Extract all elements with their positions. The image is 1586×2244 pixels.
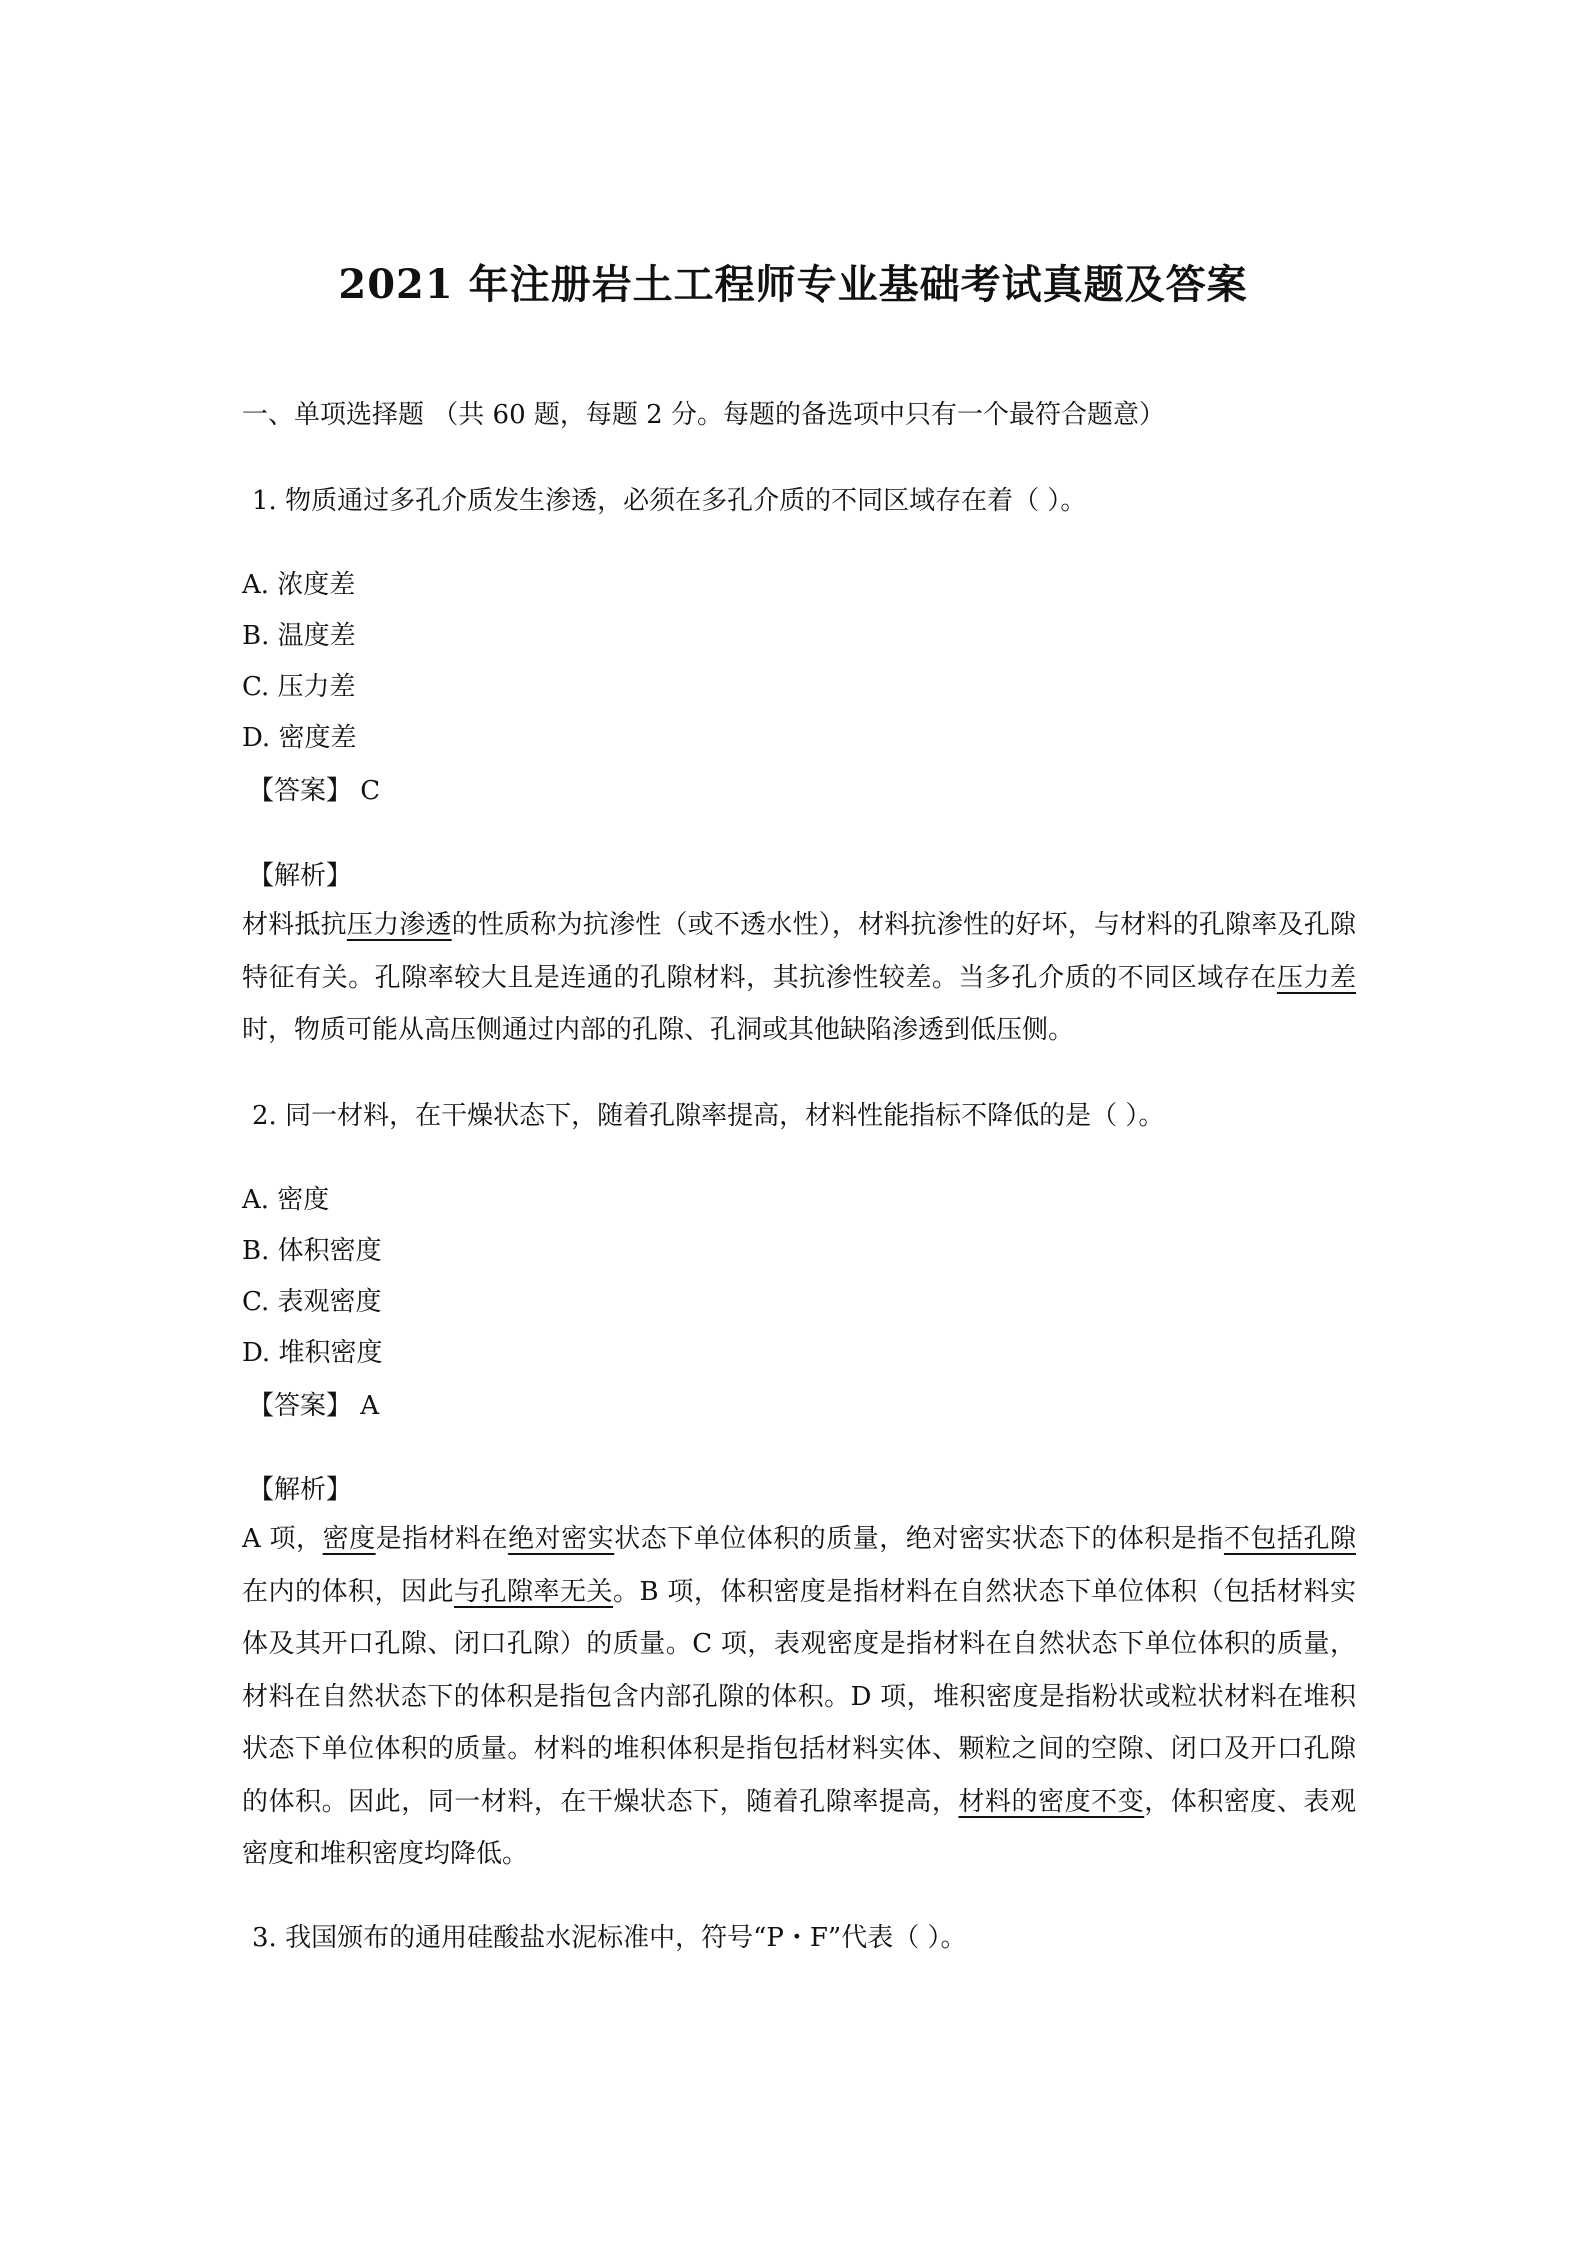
analysis-text: 材料抵抗 [242, 910, 347, 940]
analysis-underlined: 压力差 [1276, 962, 1356, 993]
question-1-stem: 1. 物质通过多孔介质发生渗透，必须在多孔介质的不同区域存在着（ ）。 [252, 486, 1087, 516]
analysis-text: 状态下单位体积的质量，绝对密实状态下的体积是指 [614, 1524, 1224, 1554]
answer-label: 【答案】 [248, 1391, 353, 1421]
analysis-underlined: 压力渗透 [346, 910, 452, 940]
question-2-analysis [242, 1513, 1356, 1881]
analysis-underlined: 与孔隙率无关 [454, 1576, 614, 1607]
question-2-option-b: B. 体积密度 [242, 1236, 382, 1266]
answer-label: 【答案】 [248, 776, 353, 806]
answer-value: A [360, 1391, 380, 1421]
question-1-analysis [242, 899, 1356, 1057]
analysis-underlined: 密度 [322, 1524, 376, 1554]
document-title: 2021 年注册岩土工程师专业基础考试真题及答案 [338, 261, 1248, 308]
analysis-text: 的性质称为抗渗性（或不透水性），材料抗渗性的好坏，与材料的孔隙率及孔隙特征有关。孔隙率较大且是连通的孔隙材料，其抗渗性较差。当多孔介质的不同区域存在 [242, 910, 1356, 993]
question-3-stem: 3. 我国颁布的通用硅酸盐水泥标准中，符号“P・F”代表（ ）。 [252, 1923, 967, 1953]
question-1-answer [248, 771, 380, 811]
question-1-option-c: C. 压力差 [242, 672, 356, 702]
question-1-analysis-label: 【解析】 [248, 861, 353, 891]
analysis-text: 是指材料在 [375, 1524, 509, 1554]
question-1-option-b: B. 温度差 [242, 621, 356, 651]
analysis-text: 在内的体积，因此 [242, 1576, 455, 1607]
question-1-option-a: A. 浓度差 [242, 570, 356, 600]
analysis-underlined: 不包括孔隙 [1223, 1524, 1356, 1554]
analysis-text: 时，物质可能从高压侧通过内部的孔隙、孔洞或其他缺陷渗透到低压侧。 [242, 1015, 1075, 1045]
answer-value: C [360, 776, 381, 806]
question-1-option-d: D. 密度差 [242, 723, 357, 753]
question-2-stem: 2. 同一材料，在干燥状态下，随着孔隙率提高，材料性能指标不降低的是（ ）。 [252, 1101, 1165, 1131]
analysis-underlined: 绝对密实 [508, 1524, 615, 1554]
question-2-option-a: A. 密度 [242, 1185, 330, 1215]
question-2-analysis-label: 【解析】 [248, 1475, 353, 1505]
question-2-answer [248, 1386, 379, 1426]
analysis-text: ，体积密度、表观密度和堆积密度均降低。 [242, 1786, 1356, 1869]
question-2-option-d: D. 堆积密度 [242, 1338, 383, 1368]
question-2-option-c: C. 表观密度 [242, 1287, 382, 1317]
section-heading: 一、单项选择题 （共 60 题，每题 2 分。每题的备选项中只有一个最符合题意） [242, 400, 1165, 430]
analysis-underlined: 材料的密度不变 [958, 1786, 1145, 1817]
analysis-text: A 项， [242, 1524, 323, 1554]
analysis-text: 。B 项，体积密度是指材料在自然状态下单位体积（包括材料实体及其开口孔隙、闭口孔隙）的质量。C 项，表观密度是指材料在自然状态下单位体积的质量，材料在自然状态下的体积是指包含内部孔隙的体积。D 项，堆积密度是指粉状或粒状材料在堆积状态下单位体积的质量。材料的堆积体积是指包括材料实体、颗粒之间的空隙、闭口及开口孔隙的体积。因此，同一材料，在干燥状态下，随着孔隙率提高， [242, 1576, 1356, 1817]
